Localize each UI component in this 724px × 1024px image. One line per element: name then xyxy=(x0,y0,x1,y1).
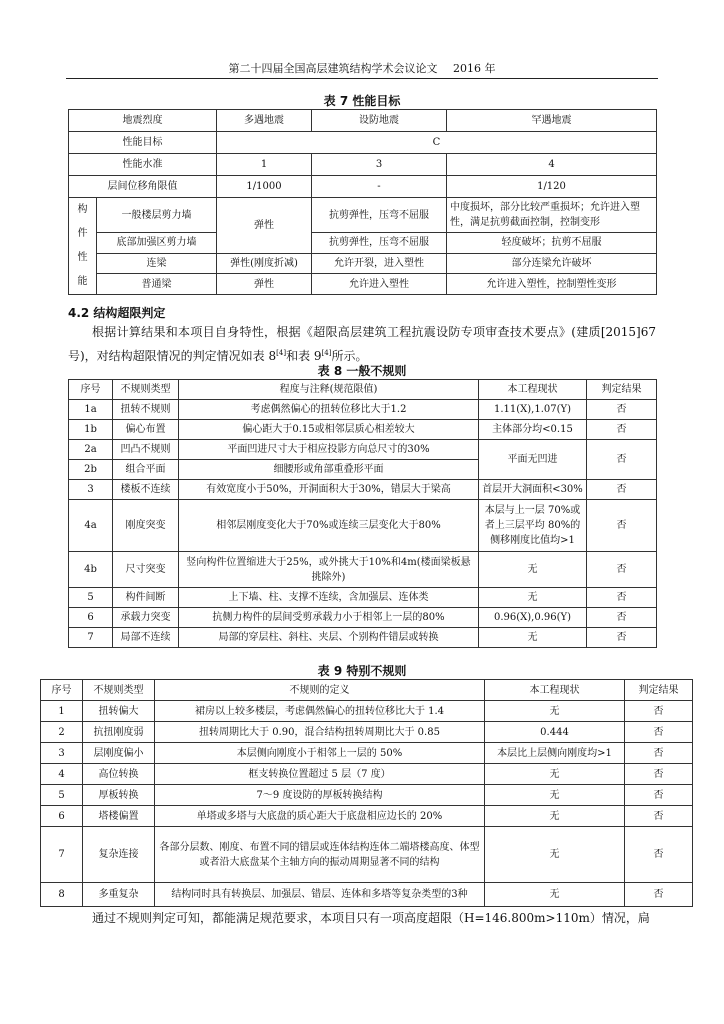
t7-group-char: 构 xyxy=(77,204,88,215)
t9-type: 扭转偏大 xyxy=(83,701,155,722)
t9-result: 否 xyxy=(625,764,693,785)
t7-row-minor: 弹性(刚度折减) xyxy=(217,253,312,274)
table-row xyxy=(69,628,657,648)
closing-paragraph: 通过不规则判定可知，都能满足规范要求，本项目只有一项高度超限（H=146.800m>110m）情况，扃 xyxy=(92,911,650,925)
t7-row-design: 抗剪弹性，压弯不屈服 xyxy=(312,233,447,254)
t8-result: 否 xyxy=(587,440,657,480)
t8-no: 3 xyxy=(69,480,113,500)
para-line-b-mid: 和表 9 xyxy=(286,349,322,363)
table-row xyxy=(69,500,657,552)
t7-row-minor: 弹性 xyxy=(217,198,312,254)
table8-caption: 表 8 一般不规则 xyxy=(317,364,407,378)
t7-row-name: 底部加强区剪力墙 xyxy=(97,233,217,254)
t9-desc: 裙房以上较多楼层，考虑偶然偏心的扭转位移比大于 1.4 xyxy=(155,701,485,722)
table7-caption: 表 7 性能目标 xyxy=(323,94,401,108)
t8-h-result: 判定结果 xyxy=(587,380,657,400)
t9-desc: 本层侧向刚度小于相邻上一层的 50% xyxy=(155,743,485,764)
table-row xyxy=(41,806,693,827)
section-title: 4.2 结构超限判定 xyxy=(68,306,166,320)
t7-row-rare: 允许进入塑性，控制塑性变形 xyxy=(447,274,657,295)
ref-citation: [4] xyxy=(321,349,332,357)
t7-row-design: 抗剪弹性，压弯不屈服 xyxy=(312,198,447,233)
t7-h-design: 设防地震 xyxy=(312,110,447,132)
t8-h-desc: 程度与注释(规范限值) xyxy=(179,380,479,400)
t9-no: 4 xyxy=(41,764,83,785)
t8-desc: 平面凹进尺寸大于相应投影方向总尺寸的30% xyxy=(179,440,479,460)
t8-status: 无 xyxy=(479,628,587,648)
t9-type: 厚板转换 xyxy=(83,785,155,806)
t9-desc: 框支转换位置超过 5 层（7 度） xyxy=(155,764,485,785)
header-conference: 第二十四届全国高层建筑结构学术会议论文 xyxy=(228,62,438,75)
t9-no: 2 xyxy=(41,722,83,743)
t8-type: 尺寸突变 xyxy=(113,552,179,588)
table-row xyxy=(41,701,693,722)
t9-type: 层刚度偏小 xyxy=(83,743,155,764)
t7-row-name: 普通梁 xyxy=(97,274,217,295)
t8-result: 否 xyxy=(587,608,657,628)
t9-desc: 各部分层数、刚度、布置不同的错层或连体结构连体二端塔楼高度、体型或者沿大底盘某个主轴方向的振动周期显著不同的结构 xyxy=(155,827,485,883)
t8-h-no: 序号 xyxy=(69,380,113,400)
header-year: 2016 年 xyxy=(453,62,496,75)
t9-type: 高位转换 xyxy=(83,764,155,785)
t7-group-char: 能 xyxy=(77,276,88,287)
t9-result: 否 xyxy=(625,883,693,907)
t8-status: 0.96(X),0.96(Y) xyxy=(479,608,587,628)
t9-status: 0.444 xyxy=(485,722,625,743)
t9-result: 否 xyxy=(625,827,693,883)
t7-group-char: 件 xyxy=(77,228,88,239)
t8-type: 扭转不规则 xyxy=(113,400,179,420)
table-row xyxy=(41,743,693,764)
t8-desc: 局部的穿层柱、斜柱、夹层、个别构件错层或转换 xyxy=(179,628,479,648)
t7-h-rare: 罕遇地震 xyxy=(447,110,657,132)
para-line-b-post: 所示。 xyxy=(331,349,368,363)
t7-drift-design: - xyxy=(312,176,447,198)
t7-drift-minor: 1/1000 xyxy=(217,176,312,198)
t9-h-result: 判定结果 xyxy=(625,680,693,701)
t8-no: 4a xyxy=(69,500,113,552)
t9-h-no: 序号 xyxy=(41,680,83,701)
t9-status: 无 xyxy=(485,701,625,722)
t9-desc: 结构同时具有转换层、加强层、错层、连体和多塔等复杂类型的3种 xyxy=(155,883,485,907)
table-row xyxy=(41,722,693,743)
table9 xyxy=(40,679,693,907)
t8-status: 1.11(X),1.07(Y) xyxy=(479,400,587,420)
t7-row-name: 连梁 xyxy=(97,253,217,274)
t8-no: 1a xyxy=(69,400,113,420)
t8-result: 否 xyxy=(587,480,657,500)
t8-type: 凹凸不规则 xyxy=(113,440,179,460)
t8-no: 5 xyxy=(69,588,113,608)
t8-no: 6 xyxy=(69,608,113,628)
table7 xyxy=(68,109,657,295)
t7-row-rare: 轻度破坏；抗剪不屈服 xyxy=(447,233,657,254)
t9-h-type: 不规则类型 xyxy=(83,680,155,701)
t9-status: 无 xyxy=(485,883,625,907)
t8-result: 否 xyxy=(587,420,657,440)
t7-row-design: 允许开裂，进入塑性 xyxy=(312,253,447,274)
table-row xyxy=(41,827,693,883)
t9-desc: 7～9 度设防的厚板转换结构 xyxy=(155,785,485,806)
t8-h-type: 不规则类型 xyxy=(113,380,179,400)
table-row xyxy=(69,552,657,588)
t7-perf-level-minor: 1 xyxy=(217,154,312,176)
t7-row-rare: 中度损坏，部分比较严重损坏；允许进入塑性，满足抗剪截面控制，控制变形 xyxy=(447,198,657,233)
t8-no: 1b xyxy=(69,420,113,440)
t8-result: 否 xyxy=(587,588,657,608)
t9-type: 多重复杂 xyxy=(83,883,155,907)
t7-drift-rare: 1/120 xyxy=(447,176,657,198)
t7-group-label xyxy=(69,198,97,295)
table-row xyxy=(69,608,657,628)
t8-desc: 有效宽度小于50%，开洞面积大于30%，错层大于梁高 xyxy=(179,480,479,500)
t9-result: 否 xyxy=(625,806,693,827)
t8-status: 无 xyxy=(479,552,587,588)
t8-desc: 考虑偶然偏心的扭转位移比大于1.2 xyxy=(179,400,479,420)
t8-type: 偏心布置 xyxy=(113,420,179,440)
t7-perf-level-rare: 4 xyxy=(447,154,657,176)
section-paragraph xyxy=(68,322,656,367)
t8-result: 否 xyxy=(587,552,657,588)
t8-desc: 细腰形或角部重叠形平面 xyxy=(179,460,479,480)
t9-desc: 单塔或多塔与大底盘的质心距大于底盘相应边长的 20% xyxy=(155,806,485,827)
t7-perf-goal-label: 性能目标 xyxy=(69,132,217,154)
table-row xyxy=(69,400,657,420)
table-row xyxy=(41,785,693,806)
t8-result: 否 xyxy=(587,500,657,552)
table-row xyxy=(41,764,693,785)
t7-row-name: 一般楼层剪力墙 xyxy=(97,198,217,233)
t9-type: 抗扭刚度弱 xyxy=(83,722,155,743)
t9-status: 无 xyxy=(485,806,625,827)
t9-type: 塔楼偏置 xyxy=(83,806,155,827)
table-row xyxy=(69,420,657,440)
t9-status: 无 xyxy=(485,785,625,806)
t9-status: 无 xyxy=(485,764,625,785)
t9-type: 复杂连接 xyxy=(83,827,155,883)
t8-status: 主体部分均<0.15 xyxy=(479,420,587,440)
ref-citation: [4] xyxy=(276,349,287,357)
t9-h-status: 本工程现状 xyxy=(485,680,625,701)
t9-no: 1 xyxy=(41,701,83,722)
t9-status: 本层比上层侧向刚度均>1 xyxy=(485,743,625,764)
t9-h-desc: 不规则的定义 xyxy=(155,680,485,701)
t8-desc: 竖向构件位置缩进大于25%，或外挑大于10%和4m(楼面梁板悬挑除外) xyxy=(179,552,479,588)
t7-h-intensity: 地震烈度 xyxy=(69,110,217,132)
t8-no: 7 xyxy=(69,628,113,648)
table-row xyxy=(41,883,693,907)
t8-desc: 上下墙、柱、支撑不连续，含加强层、连体类 xyxy=(179,588,479,608)
t9-result: 否 xyxy=(625,785,693,806)
table-row xyxy=(69,480,657,500)
t8-type: 楼板不连续 xyxy=(113,480,179,500)
t8-status: 首层开大洞面积<30% xyxy=(479,480,587,500)
t8-result: 否 xyxy=(587,628,657,648)
t9-result: 否 xyxy=(625,722,693,743)
t7-h-minor: 多遇地震 xyxy=(217,110,312,132)
t8-type: 构件间断 xyxy=(113,588,179,608)
t8-status: 平面无凹进 xyxy=(479,440,587,480)
t9-no: 8 xyxy=(41,883,83,907)
table9-caption: 表 9 特别不规则 xyxy=(317,664,407,678)
table8 xyxy=(68,379,657,648)
t8-type: 承载力突变 xyxy=(113,608,179,628)
t9-no: 6 xyxy=(41,806,83,827)
t8-desc: 偏心距大于0.15或相邻层质心相差较大 xyxy=(179,420,479,440)
t7-group-char: 性 xyxy=(77,252,88,263)
t8-result: 否 xyxy=(587,400,657,420)
t9-result: 否 xyxy=(625,701,693,722)
t9-no: 3 xyxy=(41,743,83,764)
t9-no: 7 xyxy=(41,827,83,883)
t9-status: 无 xyxy=(485,827,625,883)
t7-row-design: 允许进入塑性 xyxy=(312,274,447,295)
t8-status: 无 xyxy=(479,588,587,608)
para-line-a: 根据计算结果和本项目自身特性，根据《超限高层建筑工程抗震设防专项审查技术要点》(建质 xyxy=(92,325,601,339)
t7-drift-label: 层间位移角限值 xyxy=(69,176,217,198)
t7-perf-level-label: 性能水准 xyxy=(69,154,217,176)
t8-no: 4b xyxy=(69,552,113,588)
t8-desc: 抗侧力构件的层间受剪承载力小于相邻上一层的80% xyxy=(179,608,479,628)
para-line-b-pre: [2015]67 号)，对结构超限情况的判定情况如表 8 xyxy=(68,325,656,363)
t9-no: 5 xyxy=(41,785,83,806)
t8-type: 组合平面 xyxy=(113,460,179,480)
t7-perf-goal-value: C xyxy=(217,132,657,154)
t8-type: 局部不连续 xyxy=(113,628,179,648)
running-header xyxy=(66,60,658,79)
t8-desc: 相邻层刚度变化大于70%或连续三层变化大于80% xyxy=(179,500,479,552)
t8-status: 本层与上一层 70%或者上三层平均 80%的侧移刚度比值均>1 xyxy=(479,500,587,552)
t9-result: 否 xyxy=(625,743,693,764)
t7-row-rare: 部分连梁允许破坏 xyxy=(447,253,657,274)
t8-no: 2a xyxy=(69,440,113,460)
t8-no: 2b xyxy=(69,460,113,480)
table-row xyxy=(69,440,657,460)
table-row xyxy=(69,588,657,608)
t8-type: 刚度突变 xyxy=(113,500,179,552)
t7-row-minor: 弹性 xyxy=(217,274,312,295)
t9-desc: 扭转周期比大于 0.90，混合结构扭转周期比大于 0.85 xyxy=(155,722,485,743)
t7-perf-level-design: 3 xyxy=(312,154,447,176)
t8-h-status: 本工程现状 xyxy=(479,380,587,400)
